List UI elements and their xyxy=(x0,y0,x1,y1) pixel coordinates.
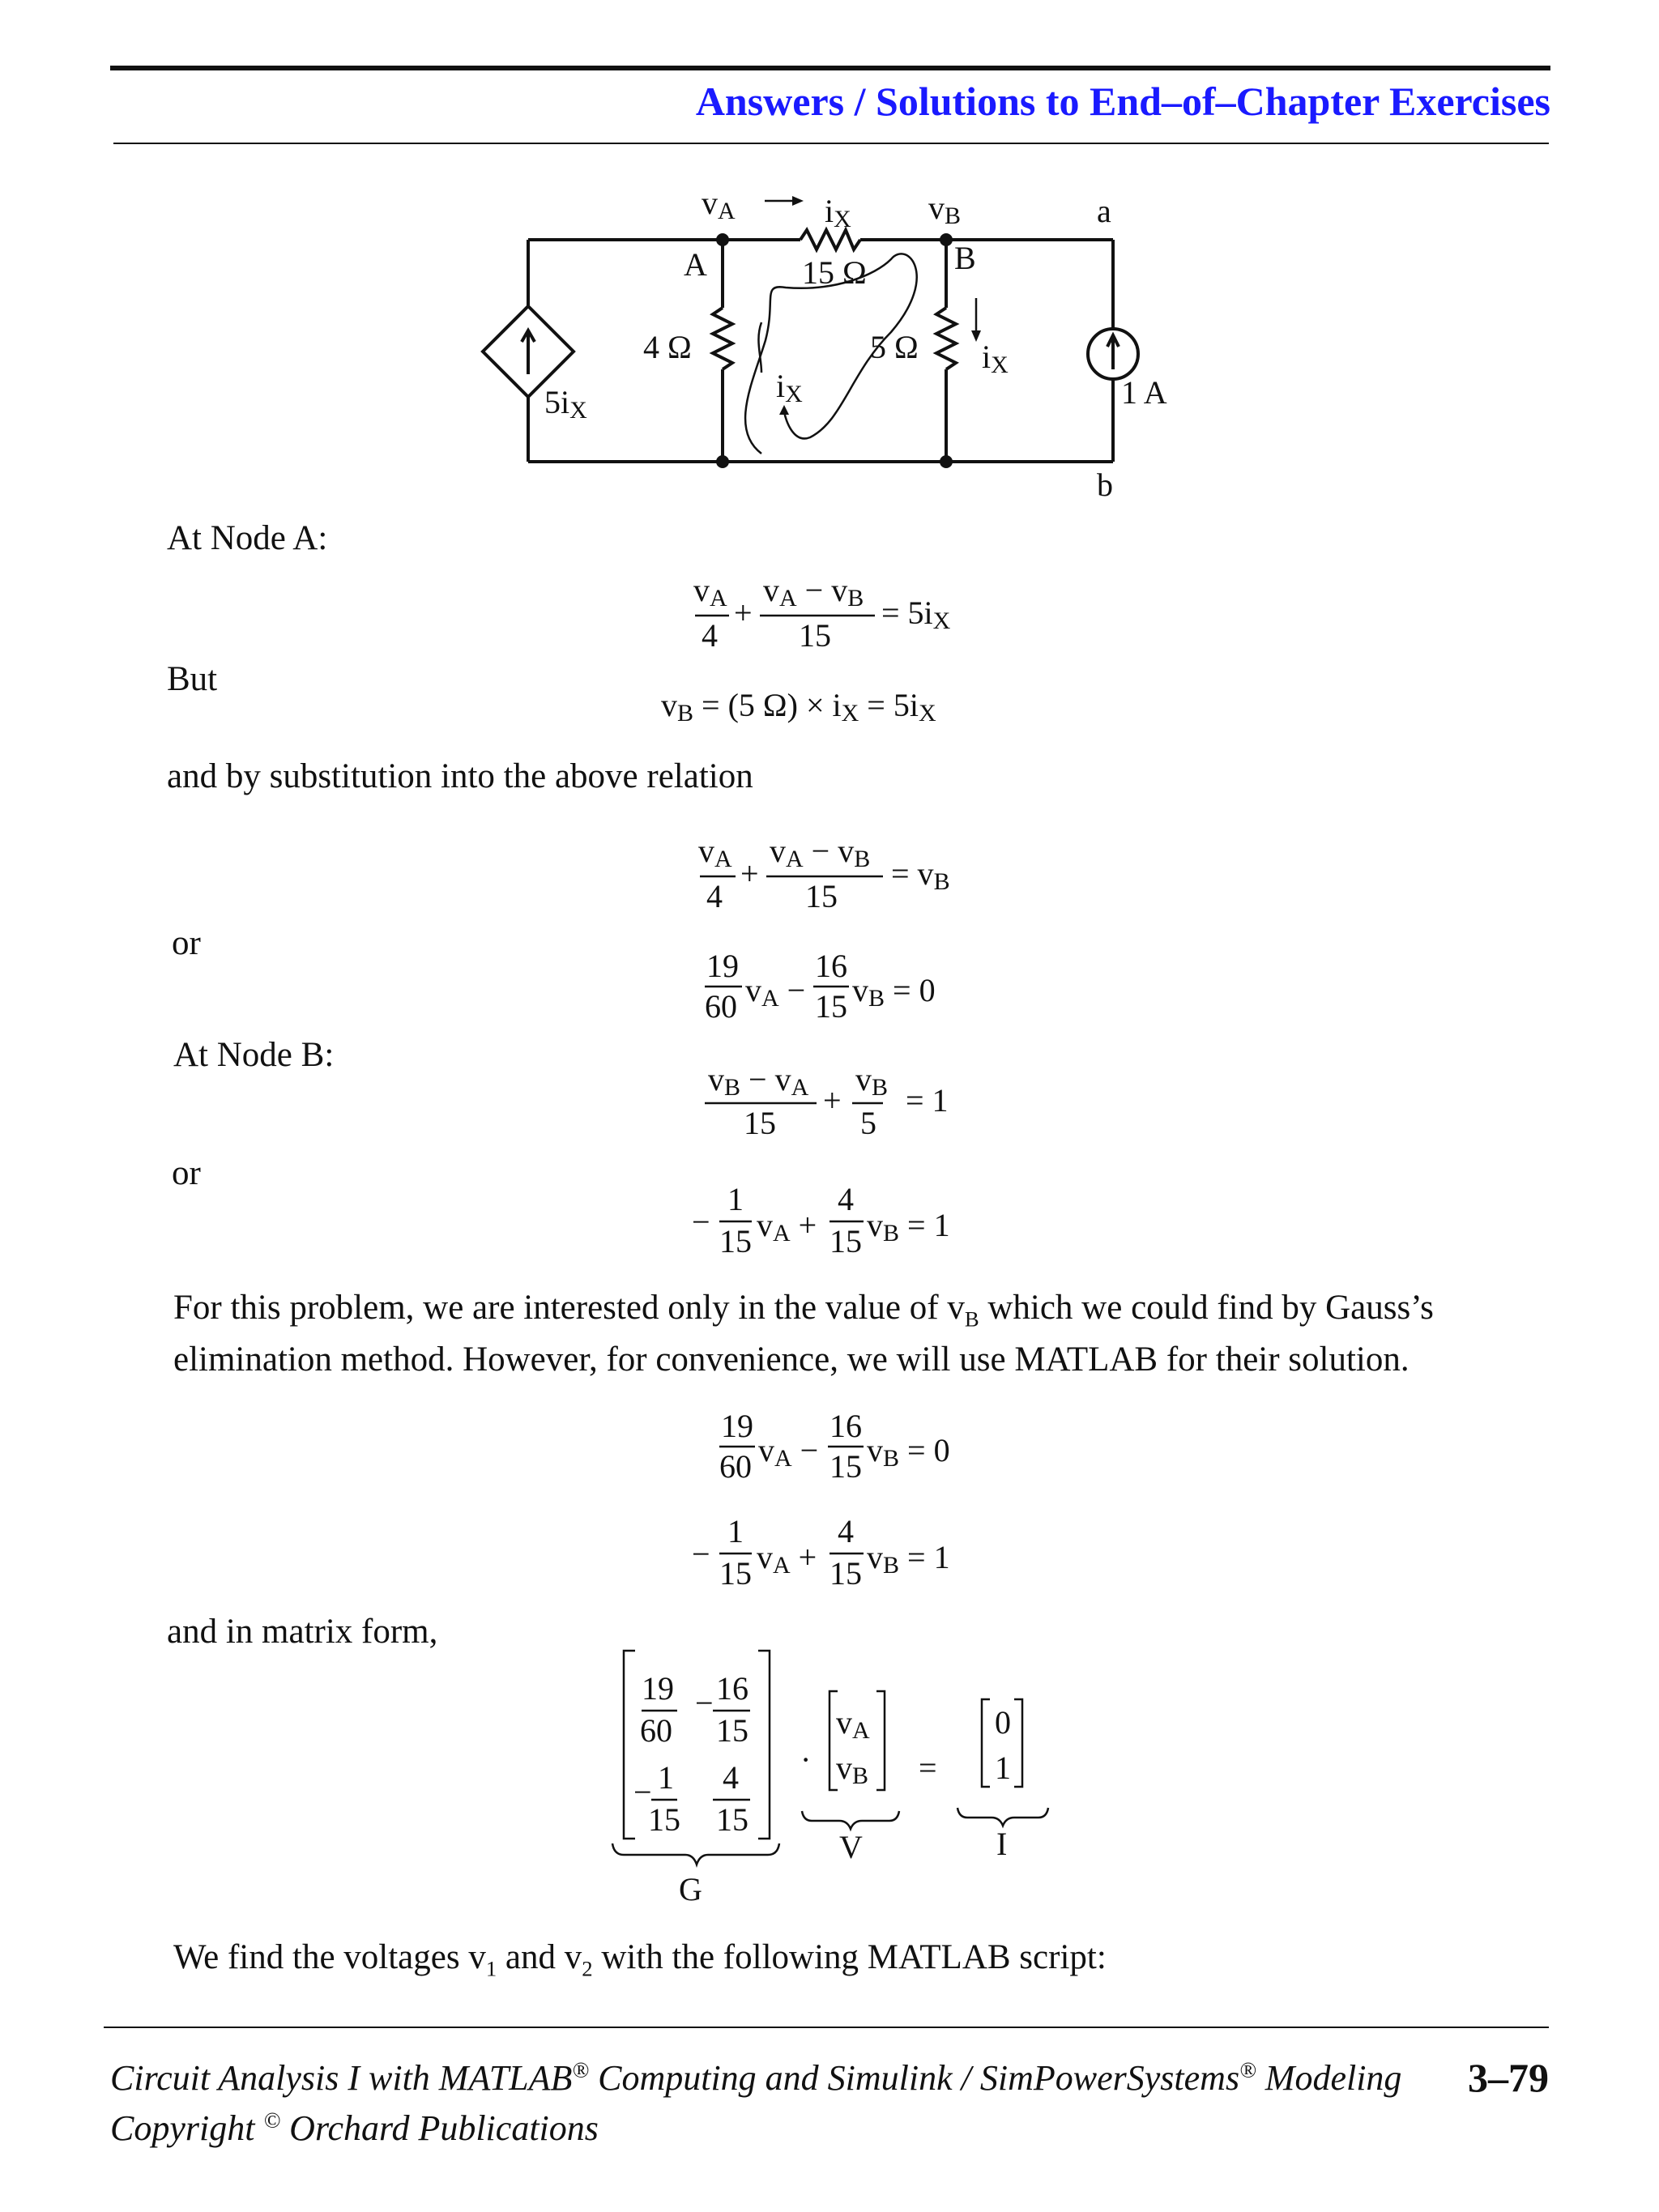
svg-text:15: 15 xyxy=(719,1555,752,1592)
resistor-15-label: 15 Ω xyxy=(802,254,867,291)
terminal-a-label: a xyxy=(1097,193,1111,229)
current-source-label: 1 A xyxy=(1121,374,1167,411)
resistor-4-label: 4 Ω xyxy=(643,329,692,365)
svg-text:−: − xyxy=(695,1685,714,1721)
svg-text:60: 60 xyxy=(640,1712,672,1749)
svg-text:·: · xyxy=(800,1741,812,1778)
footer-copyright: Copyright © Orchard Publications xyxy=(110,2108,599,2148)
paragraph-line-2: elimination method. However, for convenience, we will use MATLAB for their solution. xyxy=(173,1340,1410,1379)
svg-text:15: 15 xyxy=(716,1801,748,1838)
svg-text:16: 16 xyxy=(815,948,847,984)
footer-book-title: Circuit Analysis I with MATLAB® Computing and Simulink / SimPowerSystems® Modeling xyxy=(110,2057,1402,2098)
svg-text:60: 60 xyxy=(705,988,737,1025)
svg-text:4: 4 xyxy=(702,617,718,654)
svg-text:15: 15 xyxy=(716,1712,748,1749)
svg-text:60: 60 xyxy=(719,1448,752,1485)
svg-text:= 5iX: = 5iX xyxy=(881,595,951,634)
matrix-g-label: G xyxy=(679,1871,702,1907)
svg-text:15: 15 xyxy=(719,1223,752,1259)
svg-text:15: 15 xyxy=(805,878,838,914)
resistor-5-label: 5 Ω xyxy=(870,329,919,365)
svg-text:vA +: vA + xyxy=(757,1539,817,1579)
matrix-form-text: and in matrix form, xyxy=(167,1613,438,1651)
svg-text:−: − xyxy=(692,1204,710,1240)
matrix-v-label: V xyxy=(839,1829,863,1865)
svg-text:vA +: vA + xyxy=(757,1207,817,1247)
or-label-1: or xyxy=(172,924,201,962)
svg-text:vB − vA: vB − vA xyxy=(708,1061,809,1101)
svg-text:vB = (5 Ω) × iX = 5iX: vB = (5 Ω) × iX = 5iX xyxy=(661,687,936,727)
svg-text:vA: vA xyxy=(836,1704,870,1744)
matrix-i-entry-2: 1 xyxy=(995,1750,1011,1786)
substitution-text: and by substitution into the above relation xyxy=(167,757,753,795)
svg-text:vA − vB: vA − vB xyxy=(770,833,871,872)
find-voltages-text: We find the voltages $v_1$ and $v_2$ with the following MATLAB script: xyxy=(173,1938,1107,1981)
svg-text:16: 16 xyxy=(716,1670,748,1707)
svg-text:vA −: vA − xyxy=(758,1432,819,1472)
svg-text:4: 4 xyxy=(706,878,723,914)
or-label-2: or xyxy=(172,1154,201,1192)
svg-text:+: + xyxy=(740,855,759,892)
svg-text:vB = 0: vB = 0 xyxy=(852,972,936,1012)
svg-text:vB: vB xyxy=(855,1061,889,1101)
current-ix-right: iX xyxy=(982,339,1009,378)
svg-text:vA: vA xyxy=(698,833,732,872)
footer-rule xyxy=(104,2027,1549,2028)
page-header-title: Answers / Solutions to End–of–Chapter Exercises xyxy=(695,79,1550,124)
svg-text:=: = xyxy=(919,1750,937,1786)
node-vb-label: vB xyxy=(928,190,962,229)
but-label: But xyxy=(167,660,218,698)
svg-text:= vB: = vB xyxy=(891,855,950,895)
paragraph-line-1: For this problem, we are interested only in the value of $v_B$ which we could find by Gauss’s xyxy=(173,1289,1434,1332)
svg-text:1: 1 xyxy=(658,1759,674,1796)
page-number: 3–79 xyxy=(1468,2055,1549,2100)
svg-text:= 1: = 1 xyxy=(906,1082,949,1119)
svg-text:vA: vA xyxy=(693,572,727,612)
svg-text:vB = 0: vB = 0 xyxy=(867,1432,950,1472)
svg-text:vA − vB: vA − vB xyxy=(763,572,864,612)
svg-text:−: − xyxy=(633,1774,652,1810)
svg-text:1: 1 xyxy=(727,1181,744,1217)
svg-text:19: 19 xyxy=(642,1670,674,1707)
svg-text:vB = 1: vB = 1 xyxy=(867,1539,950,1579)
svg-text:19: 19 xyxy=(721,1408,753,1444)
svg-text:15: 15 xyxy=(830,1555,862,1592)
svg-text:1: 1 xyxy=(727,1513,744,1549)
node-b-label: B xyxy=(954,240,976,276)
svg-text:15: 15 xyxy=(799,617,831,654)
at-node-b-label: At Node B: xyxy=(173,1036,335,1074)
svg-text:vA −: vA − xyxy=(745,972,806,1012)
svg-text:+: + xyxy=(823,1082,842,1119)
svg-text:15: 15 xyxy=(830,1223,862,1259)
svg-text:vB = 1: vB = 1 xyxy=(867,1207,950,1247)
svg-text:5: 5 xyxy=(860,1105,876,1141)
svg-text:19: 19 xyxy=(706,948,739,984)
svg-text:16: 16 xyxy=(830,1408,862,1444)
svg-text:vB: vB xyxy=(836,1750,869,1789)
svg-text:4: 4 xyxy=(838,1181,854,1217)
svg-text:−: − xyxy=(692,1536,710,1572)
matrix-i-entry-1: 0 xyxy=(995,1704,1011,1741)
current-ix-top: iX xyxy=(825,193,851,232)
svg-text:4: 4 xyxy=(838,1513,854,1549)
terminal-b-label: b xyxy=(1097,467,1113,503)
svg-text:15: 15 xyxy=(830,1448,862,1485)
svg-text:15: 15 xyxy=(648,1801,680,1838)
svg-text:15: 15 xyxy=(815,988,847,1025)
current-ix-mesh: iX xyxy=(776,368,803,407)
svg-text:+: + xyxy=(734,595,753,631)
svg-text:15: 15 xyxy=(744,1105,776,1141)
node-a-label: A xyxy=(684,246,707,283)
node-va-label: vA xyxy=(702,185,736,224)
svg-text:4: 4 xyxy=(723,1759,739,1796)
matrix-i-label: I xyxy=(996,1826,1008,1862)
at-node-a-label: At Node A: xyxy=(167,519,328,557)
dependent-source-label: 5iX xyxy=(544,384,587,424)
